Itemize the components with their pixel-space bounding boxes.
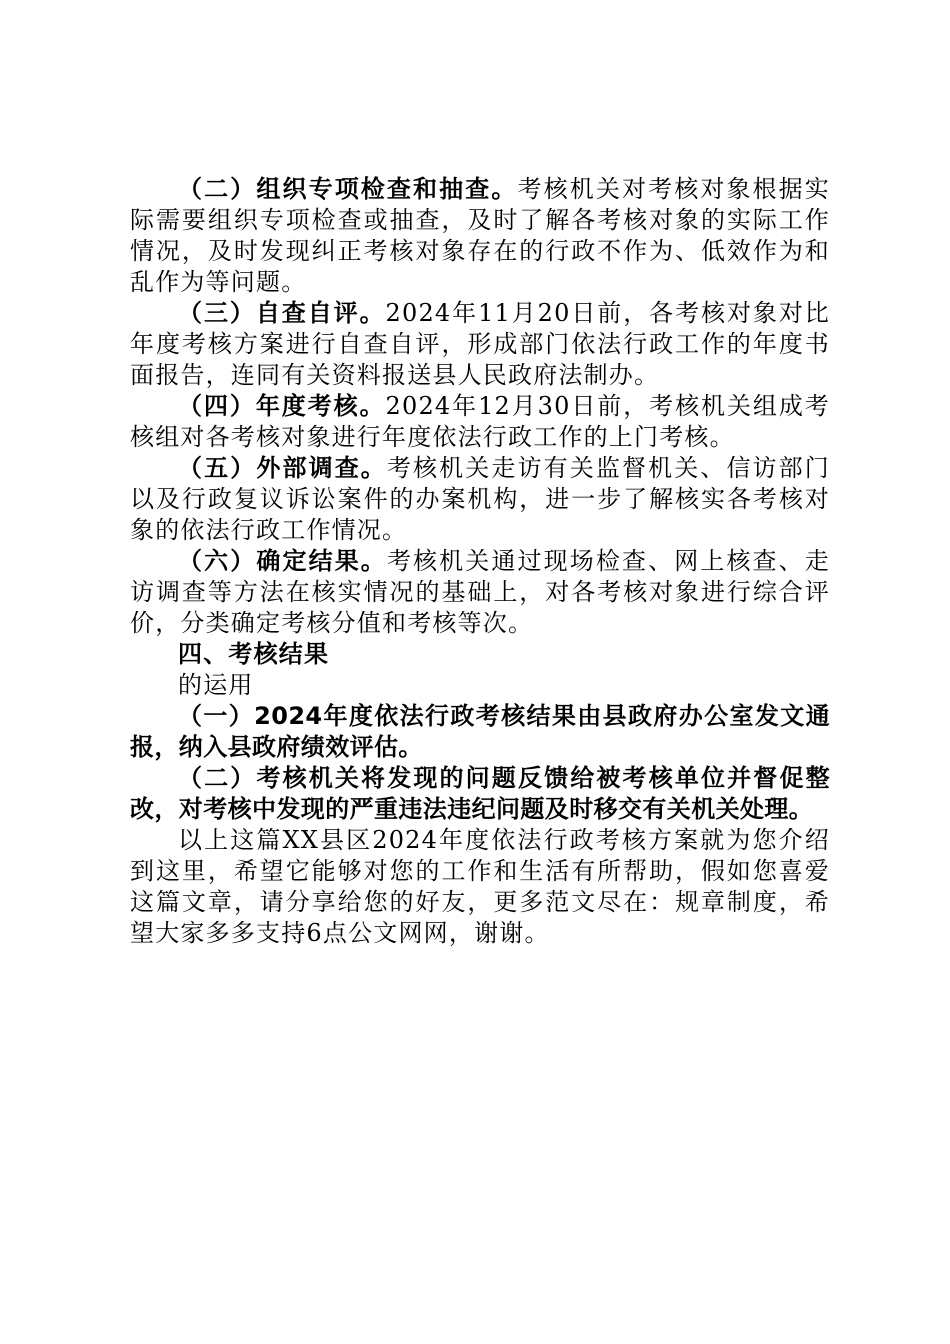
paragraph-determine-results: [130, 546, 830, 639]
paragraph-annual-review: [130, 391, 830, 453]
result-item-rectification: （二）考核机关将发现的问题反馈给被考核单位并督促整改，对考核中发现的严重违法违纪问题及时移交有关机关处理。: [130, 764, 830, 823]
section-heading: 四、考核结果: [178, 640, 330, 668]
paragraph-special-inspection: [130, 174, 830, 298]
paragraph-lead: （五）外部调查。: [178, 454, 387, 482]
paragraph-text: 2024年12月30日前，考核机关组成考核组对各考核对象进行年度依法行政工作的上门考核。: [130, 392, 831, 451]
paragraph-text: 考核机关对考核对象根据实际需要组织专项检查或抽查，及时了解各考核对象的实际工作情况，及时发现纠正考核对象存在的行政不作为、低效作为和乱作为等问题。: [130, 175, 830, 296]
paragraph-self-assessment: [130, 298, 830, 391]
paragraph-lead: （六）确定结果。: [178, 547, 387, 575]
section-heading-continuation: 的运用: [178, 671, 254, 699]
result-item-bulletin: （一）2024年度依法行政考核结果由县政府办公室发文通报，纳入县政府绩效评估。: [130, 702, 830, 761]
paragraph-lead: （三）自查自评。: [178, 299, 386, 327]
closing-paragraph: 以上这篇XX县区2024年度依法行政考核方案就为您介绍到这里，希望它能够对您的工作和生活有所帮助，假如您喜爱这篇文章，请分享给您的好友，更多范文尽在：规章制度，希望大家多多支持6点公文网网，谢谢。: [130, 826, 830, 947]
paragraph-lead: （四）年度考核。: [178, 392, 386, 420]
document-body: [130, 174, 830, 949]
paragraph-text: 考核机关走访有关监督机关、信访部门以及行政复议诉讼案件的办案机构，进一步了解核实各考核对象的依法行政工作情况。: [130, 454, 830, 544]
paragraph-text: 2024年11月20日前，各考核对象对比年度考核方案进行自查自评，形成部门依法行政工作的年度书面报告，连同有关资料报送县人民政府法制办。: [130, 299, 831, 389]
paragraph-text: 考核机关通过现场检查、网上核查、走访调查等方法在核实情况的基础上，对各考核对象进行综合评价，分类确定考核分值和考核等次。: [130, 547, 830, 637]
paragraph-lead: （二）组织专项检查和抽查。: [178, 175, 518, 203]
paragraph-external-survey: [130, 453, 830, 546]
